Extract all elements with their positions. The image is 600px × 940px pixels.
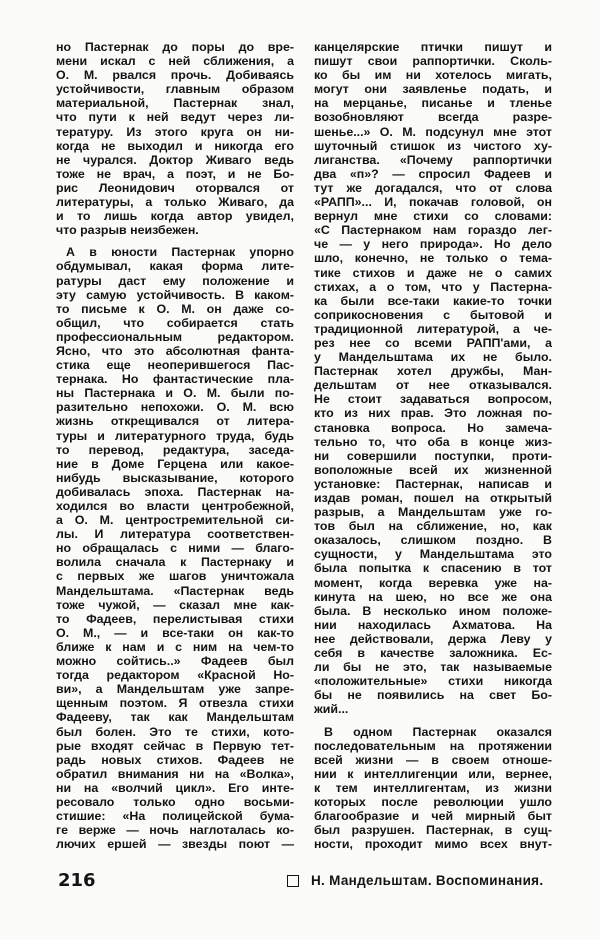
- text-line: что разрыв неизбежен.: [56, 223, 199, 238]
- text-line: ви», а Мандельштам уже запре-: [56, 682, 294, 697]
- paragraph: [314, 40, 552, 717]
- text-line: литературы, а только Живаго, да: [56, 195, 294, 210]
- paragraph: [56, 40, 294, 237]
- text-line: Пастернак хотел дружбы, Ман-: [314, 364, 552, 379]
- text-line: лючих ершей — звезды поют —: [56, 837, 294, 852]
- text-line: ходился во власти центробежной,: [56, 499, 294, 513]
- text-line: добивалась эпоха. Пастернак на-: [56, 484, 294, 499]
- text-line: ратуры даст ему положение и: [56, 273, 294, 288]
- text-line: лиганства. «Почему раппортички: [314, 152, 552, 167]
- text-line: тернака. Но фантастические пла-: [56, 372, 294, 387]
- text-line: была попытка к спасению в тот: [314, 561, 552, 576]
- text-line: че — у него природа». Но дело: [314, 237, 552, 252]
- text-line: был болен. Это те стихи, кото-: [56, 724, 294, 739]
- text-line: Не стоит задаваться вопросом,: [314, 392, 552, 407]
- text-line: дельштам от нее отказывался.: [314, 378, 552, 393]
- text-line: ности, проходит мимо всех внут-: [314, 837, 552, 852]
- text-line: рез нее со всеми РАПП'ами, а: [314, 335, 552, 350]
- text-line: вернул мне стихи со словами:: [314, 209, 552, 224]
- text-line: на мерцанье, писанье и тленье: [314, 96, 552, 111]
- text-line: возобновляют всегда разре-: [314, 110, 552, 125]
- text-line: тоже не врач, а поэт, и не Бо-: [56, 166, 294, 181]
- running-footer: Н. Мандельштам. Воспоминания.: [311, 873, 544, 888]
- paragraph: [314, 725, 552, 852]
- text-line: шуточный стишок из чистого ху-: [314, 138, 552, 153]
- text-line: радь новых стихов. Фадеев не: [56, 752, 294, 767]
- text-line: стишие: «На полицейской бума-: [56, 809, 294, 824]
- text-line: с первых же шагов уничтожала: [56, 569, 294, 584]
- text-line: разрыв, а Мандельштам уже го-: [314, 505, 552, 520]
- text-line: была. В несколько ином положе-: [314, 603, 552, 618]
- text-line: кто из них прав. Это ложная по-: [314, 406, 552, 421]
- text-line: ближе к нам и с ним на чем-то: [56, 639, 294, 654]
- text-line: ли бы не это, так называемые: [314, 660, 552, 675]
- text-line: «С Пастернаком нам гораздо лег-: [314, 223, 552, 238]
- square-ornament-icon: [287, 875, 299, 887]
- text-line: О. М., — и все-таки он как-то: [56, 625, 294, 640]
- text-line: оказалось, слишком поздно. В: [314, 533, 552, 548]
- text-line: рис Леонидович оторвался от: [56, 180, 294, 195]
- text-line: Ясно, что это абсолютная фанта-: [56, 343, 294, 358]
- text-line: шло, конечно, не только о тема-: [314, 251, 552, 266]
- text-line: у Мандельштама их не было.: [314, 350, 552, 365]
- text-line: щенным поэтом. Я отвезла стихи: [56, 696, 294, 711]
- text-line: стихах, а о том, что у Пастерна-: [314, 279, 552, 294]
- text-line: кинута на шею, но все же она: [314, 589, 552, 604]
- text-line: «РАПП»... И, покачав головой, он: [314, 195, 552, 210]
- text-column-right: [314, 40, 552, 859]
- text-line: стика еще неоперившегося Пас-: [56, 358, 294, 373]
- text-line: последовательным на протяжении: [314, 738, 552, 753]
- text-line: лы. И литература соответствен-: [56, 527, 294, 542]
- text-line: мени искал с ней сближения, а: [56, 54, 294, 69]
- text-line: то Фадеев, перелистывая стихи: [56, 611, 294, 626]
- text-line: ны Пастернака и О. М. были по-: [56, 386, 294, 401]
- text-line: тельно то, что оба в конце жиз-: [314, 434, 552, 449]
- text-line: ресовало только одно восьми-: [56, 794, 294, 809]
- text-line: можно сойтись..» Фадеев был: [56, 654, 294, 669]
- text-line: материальной, Пастернак знал,: [56, 96, 294, 111]
- text-line: канцелярские птички пишут и: [314, 40, 552, 54]
- text-line: а О. М. центростремительной си-: [56, 513, 294, 528]
- text-line: шенье...» О. М. подсунул мне этот: [314, 124, 552, 139]
- text-line: когда не выходил и никогда его: [56, 138, 294, 153]
- text-line: рые входят сейчас в Первую тет-: [56, 738, 294, 753]
- text-line: бы не появились на свет Бо-: [314, 688, 552, 703]
- text-line: был разрушен. Пастернак, в сущ-: [314, 823, 552, 838]
- text-line: тов был на сближение, но, как: [314, 519, 552, 534]
- text-line: и то лишь когда автор увидел,: [56, 209, 294, 224]
- text-line: туры и литературного труда, будь: [56, 428, 294, 443]
- text-line: устойчивости, главным образом: [56, 82, 294, 97]
- text-line: сущности, у Мандельштама это: [314, 547, 552, 562]
- text-line: тературу. Из этого круга он ни-: [56, 124, 294, 139]
- text-line: ге верже — ночь наглоталась ко-: [56, 823, 294, 838]
- text-line: жий...: [314, 702, 349, 717]
- text-line: «положительные» стихи никогда: [314, 674, 552, 689]
- text-line: ко бы им ни хотелось мигать,: [314, 68, 552, 83]
- text-line: воположные всей их жизненной: [314, 462, 552, 477]
- text-line: то письме к О. М. он даже со-: [56, 301, 294, 316]
- text-line: к тем интеллигентам, из жизни: [314, 780, 552, 795]
- text-line: нии к интеллигенции или, вернее,: [314, 766, 552, 781]
- text-line: всей жизни — в своем отноше-: [314, 752, 552, 767]
- text-line: соприкосновения с бытовой и: [314, 307, 552, 322]
- text-line: традиционной литературой, а че-: [314, 321, 552, 336]
- text-line: волила сначала к Пастернаку и: [56, 555, 294, 570]
- text-column-left: [56, 40, 294, 859]
- text-line: ни совершили поступки, проти-: [314, 448, 552, 463]
- text-line: тоже чужой, — сказал мне как-: [56, 597, 294, 612]
- text-line: нее действовали, держа Леву у: [314, 631, 552, 646]
- text-line: себя в качестве заложника. Ес-: [314, 646, 552, 661]
- text-line: благообразие и чей мирный быт: [314, 809, 552, 824]
- text-line: профессиональным редактором.: [56, 329, 294, 344]
- text-line: могут они заявленье подать, и: [314, 82, 552, 97]
- text-line: которых после революции ушло: [314, 794, 552, 809]
- text-line: ни на «волчий цикл». Его инте-: [56, 780, 294, 795]
- text-line: установке: Пастернак, написав и: [314, 476, 552, 491]
- text-line: общил, что собирается стать: [56, 315, 294, 330]
- text-line: становка вопроса. Но замеча-: [314, 420, 552, 435]
- paragraph: [56, 245, 294, 851]
- page-number: 216: [58, 870, 96, 891]
- text-line: эту самую устойчивость. В каком-: [56, 287, 294, 302]
- text-line: то перевод, редактура, заседа-: [56, 442, 294, 457]
- text-line: В одном Пастернак оказался: [324, 724, 552, 739]
- text-line: жизнь открещивался от литера-: [56, 414, 294, 429]
- text-line: Фадееву, так как Мандельштам: [56, 710, 294, 725]
- text-line: обдумывал, какая форма лите-: [56, 259, 294, 274]
- text-line: ние в Доме Герцена или какое-: [56, 456, 294, 471]
- text-line: Мандельштама. «Пастернак ведь: [56, 583, 294, 598]
- text-line: нибудь высказывание, которого: [56, 470, 294, 485]
- page-footer: [0, 870, 600, 894]
- text-line: разительно непохожи. О. М. всю: [56, 400, 294, 415]
- text-line: ка были все-таки какие-то точки: [314, 293, 552, 308]
- text-line: но Пастернак до поры до вре-: [56, 40, 294, 54]
- text-line: А в юности Пастернак упорно: [66, 245, 294, 260]
- text-line: обратил внимания ни на «Волка»,: [56, 766, 294, 781]
- text-line: момент, когда веревка уже на-: [314, 575, 552, 590]
- text-line: не чурался. Доктор Живаго ведь: [56, 152, 294, 167]
- text-line: два «п»? — спросил Фадеев и: [314, 166, 552, 181]
- text-line: тогда редактором «Красной Но-: [56, 668, 294, 683]
- text-line: издав роман, пошел на открытый: [314, 491, 552, 505]
- text-line: но обращалась с ними — благо-: [56, 541, 294, 556]
- text-line: О. М. рвался прочь. Добиваясь: [56, 68, 294, 83]
- text-line: пишут свои раппортички. Сколь-: [314, 54, 552, 69]
- text-line: что пути к ней ведут через ли-: [56, 110, 294, 125]
- text-line: тут же догадался, что от слова: [314, 180, 552, 195]
- text-line: тике стихов и даже не о самих: [314, 265, 552, 280]
- text-line: нии находилась Ахматова. На: [314, 617, 552, 632]
